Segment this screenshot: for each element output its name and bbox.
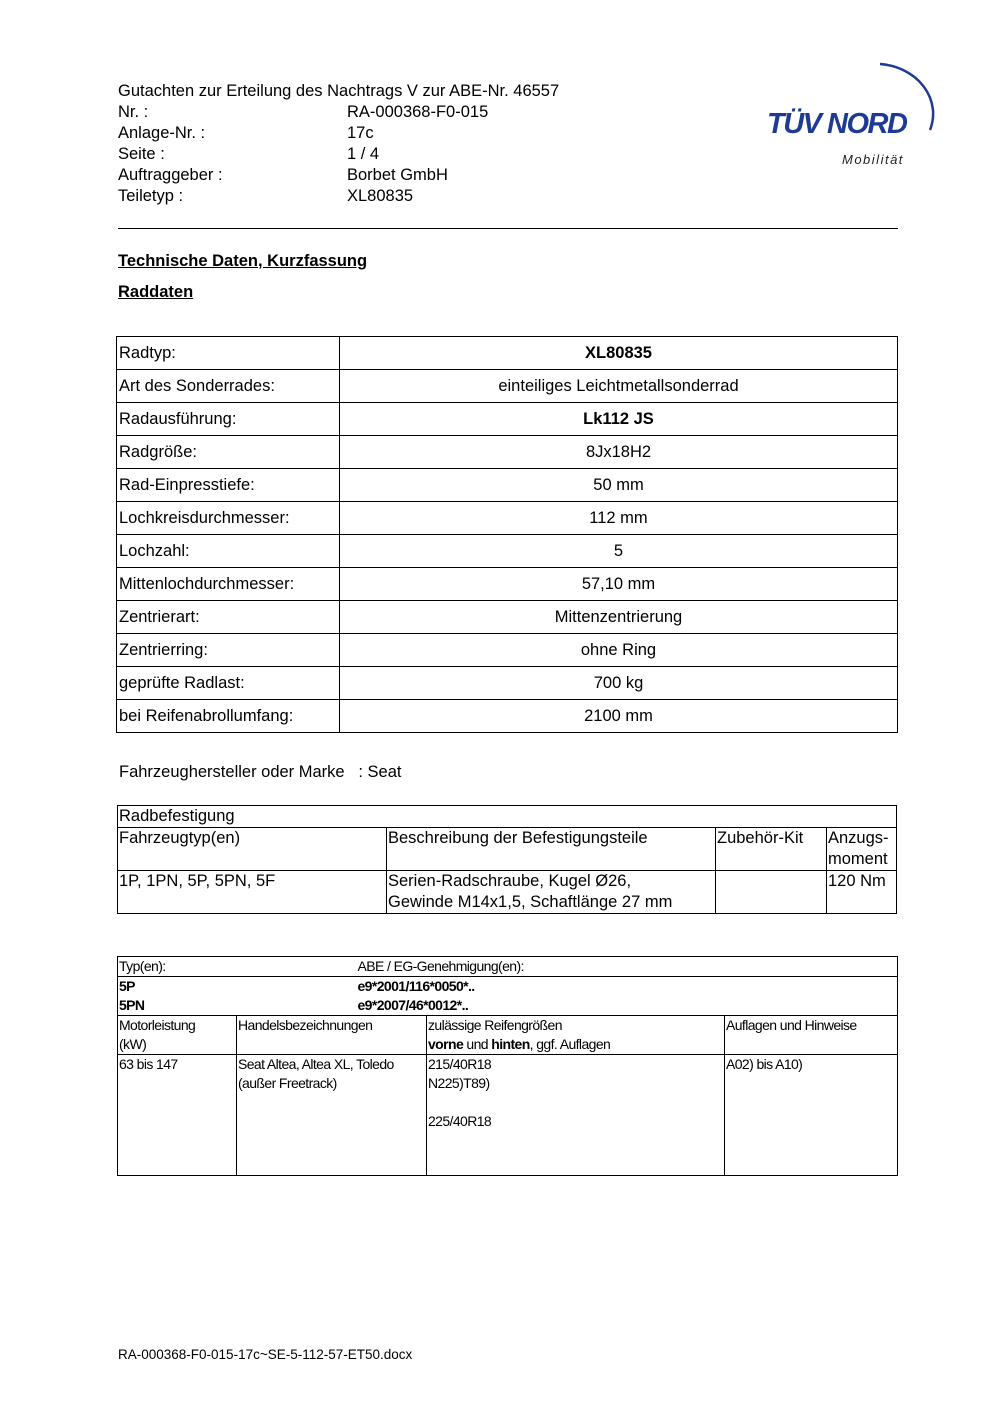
table-cell-label: Zentrierart: xyxy=(117,601,340,634)
column-header: moment xyxy=(828,850,888,868)
table-cell-names xyxy=(237,1055,427,1176)
header-label: Nr. : xyxy=(118,103,149,121)
column-header-line: (kW) xyxy=(119,1036,147,1052)
table-cell-tyres xyxy=(427,1055,725,1176)
type-item: 5P xyxy=(119,978,135,994)
table-row xyxy=(117,667,898,700)
table-cell-label: Art des Sonderrades: xyxy=(117,370,340,403)
column-header xyxy=(427,1016,725,1055)
table-cell-line: Serien-Radschraube, Kugel Ø26, xyxy=(388,872,632,890)
table-row xyxy=(117,469,898,502)
column-header-bold: vorne xyxy=(428,1036,464,1052)
header-value: 17c xyxy=(347,124,374,142)
column-header: Auflagen und Hinweise xyxy=(725,1016,898,1055)
column-header: Handelsbezeichnungen xyxy=(237,1016,427,1055)
column-header: Beschreibung der Befestigungsteile xyxy=(387,828,716,871)
document-title: Gutachten zur Erteilung des Nachtrags V zur ABE-Nr. 46557 xyxy=(118,82,560,100)
table-cell-label: Mittenlochdurchmesser: xyxy=(117,568,340,601)
approval-item: e9*2001/116*0050*.. xyxy=(357,978,475,994)
table-cell-label: Radausführung: xyxy=(117,403,340,436)
raddaten-table xyxy=(116,336,898,733)
table-cell-value: ohne Ring xyxy=(340,634,898,667)
logo-brand: TÜV NORD xyxy=(767,108,907,140)
table-row xyxy=(117,634,898,667)
column-header: Typ(en): xyxy=(119,958,166,974)
tuev-nord-logo xyxy=(760,58,945,173)
header-divider xyxy=(118,228,898,229)
header-row-seite xyxy=(118,144,559,165)
header-value: Borbet GmbH xyxy=(347,166,448,184)
header-value: 1 / 4 xyxy=(347,145,380,163)
column-header-line xyxy=(428,1035,723,1054)
table-cell-value: Lk112 JS xyxy=(340,403,898,436)
table-cell-label: geprüfte Radlast: xyxy=(117,667,340,700)
table-cell: 1P, 1PN, 5P, 5PN, 5F xyxy=(118,871,387,914)
table-title: Radbefestigung xyxy=(118,806,897,828)
document-header xyxy=(118,81,559,207)
table-cell-value: 2100 mm xyxy=(340,700,898,733)
logo-subtitle: Mobilität xyxy=(842,152,904,167)
header-value: XL80835 xyxy=(347,187,414,205)
column-header-torque xyxy=(827,828,897,871)
header-value: RA-000368-F0-015 xyxy=(347,103,489,121)
header-label: Anlage-Nr. : xyxy=(118,124,206,142)
header-row-teiletyp xyxy=(118,186,559,207)
column-header-line: zulässige Reifengrößen xyxy=(428,1017,562,1033)
header-row-anlage xyxy=(118,123,559,144)
column-header-line: Motorleistung xyxy=(119,1017,196,1033)
table-cell-line: N225)T89) xyxy=(428,1075,490,1091)
table-cell-description xyxy=(387,871,716,914)
table-cell-value: 700 kg xyxy=(340,667,898,700)
section-heading: Technische Daten, Kurzfassung xyxy=(118,252,368,270)
table-row xyxy=(117,370,898,403)
table-cell: A02) bis A10) xyxy=(725,1055,898,1176)
table-cell-line: 225/40R18 xyxy=(428,1113,492,1129)
table-cell-line: (außer Freetrack) xyxy=(238,1075,337,1091)
table-cell-value: 57,10 mm xyxy=(340,568,898,601)
type-item: 5PN xyxy=(119,997,145,1013)
table-cell xyxy=(716,871,827,914)
table-cell-label: Radgröße: xyxy=(117,436,340,469)
table-cell: 120 Nm xyxy=(827,871,897,914)
manufacturer-label: Fahrzeughersteller oder Marke : xyxy=(119,763,363,781)
table-cell-label: Lochzahl: xyxy=(117,535,340,568)
table-cell-line: 215/40R18 xyxy=(428,1056,492,1072)
table-header-row xyxy=(118,828,897,871)
table-row xyxy=(118,871,897,914)
table-row xyxy=(117,436,898,469)
column-header-text: und xyxy=(463,1036,492,1052)
table-cell-value: 5 xyxy=(340,535,898,568)
table-row xyxy=(117,403,898,436)
header-label: Teiletyp : xyxy=(118,187,184,205)
column-header: Fahrzeugtyp(en) xyxy=(118,828,387,871)
table-cell-label: Radtyp: xyxy=(117,337,340,370)
column-header: Zubehör-Kit xyxy=(716,828,827,871)
column-header xyxy=(118,1016,237,1055)
subsection-heading: Raddaten xyxy=(118,283,194,301)
table-cell-label: Lochkreisdurchmesser: xyxy=(117,502,340,535)
footer-filename: RA-000368-F0-015-17c~SE-5-112-57-ET50.docx xyxy=(118,1347,413,1362)
table-cell-value: XL80835 xyxy=(340,337,898,370)
header-label: Seite : xyxy=(118,145,165,163)
table-cell-label: bei Reifenabrollumfang: xyxy=(117,700,340,733)
vehicle-types-table xyxy=(117,956,898,1176)
spacer xyxy=(428,1093,723,1112)
table-row xyxy=(118,806,897,828)
table-row xyxy=(117,502,898,535)
table-cell-line: Gewinde M14x1,5, Schaftlänge 27 mm xyxy=(388,893,673,911)
header-row-auftraggeber xyxy=(118,165,559,186)
table-cell-label: Rad-Einpresstiefe: xyxy=(117,469,340,502)
table-cell: 63 bis 147 xyxy=(118,1055,237,1176)
column-header xyxy=(357,957,898,977)
manufacturer-value: Seat xyxy=(367,763,402,781)
table-row xyxy=(117,568,898,601)
table-row xyxy=(117,700,898,733)
approval-item: e9*2007/46*0012*.. xyxy=(357,997,469,1013)
table-header-row xyxy=(118,957,898,977)
table-header-row xyxy=(118,1016,898,1055)
table-row xyxy=(118,1055,898,1176)
column-header: Anzugs- xyxy=(828,829,889,847)
table-cell-value: einteiliges Leichtmetallsonderrad xyxy=(340,370,898,403)
table-cell-value: 8Jx18H2 xyxy=(340,436,898,469)
column-header-text: , ggf. Auflagen xyxy=(529,1036,611,1052)
table-cell-value: Mittenzentrierung xyxy=(340,601,898,634)
table-row xyxy=(117,535,898,568)
column-header-abe: ABE / EG-Genehmigung(en): xyxy=(357,958,524,974)
column-header-bold: hinten xyxy=(491,1036,530,1052)
header-row-nr xyxy=(118,102,559,123)
table-row xyxy=(117,601,898,634)
table-row xyxy=(117,337,898,370)
table-cell-value: 112 mm xyxy=(340,502,898,535)
table-cell-value: 50 mm xyxy=(340,469,898,502)
table-cell-line: Seat Altea, Altea XL, Toledo xyxy=(238,1056,394,1072)
header-label: Auftraggeber : xyxy=(118,166,223,184)
table-cell-approvals xyxy=(357,977,898,1016)
vehicle-manufacturer xyxy=(119,763,402,782)
table-cell-label: Zentrierring: xyxy=(117,634,340,667)
table-row xyxy=(118,977,898,1016)
wheel-fastening-table xyxy=(117,805,897,914)
